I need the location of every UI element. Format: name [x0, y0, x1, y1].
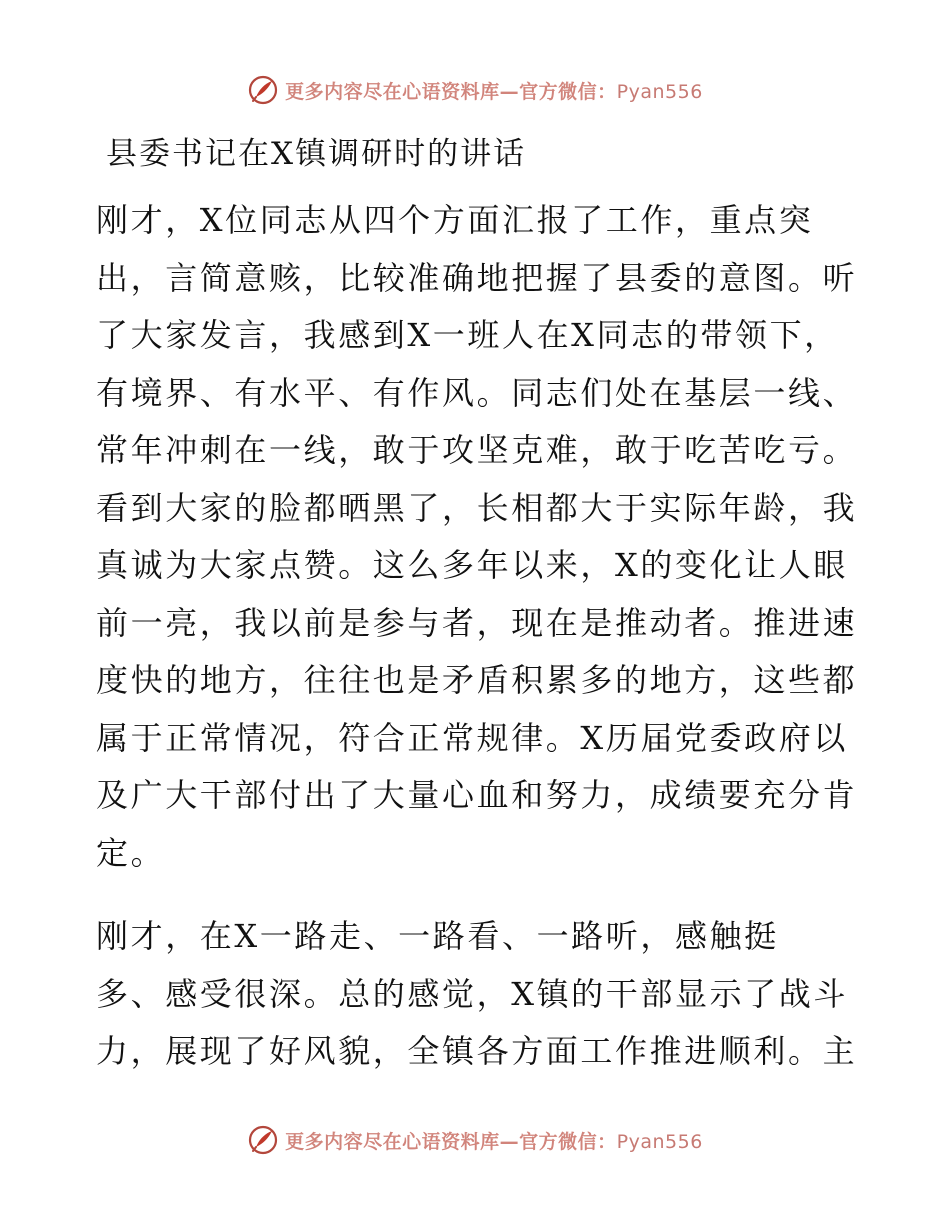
paragraph-line: 度快的地方，往往也是矛盾积累多的地方，这些都 [96, 661, 858, 699]
header-banner-content [247, 74, 703, 106]
footer-banner-label: 更多内容尽在心语资料库—官方微信： [285, 1130, 617, 1153]
paragraph-line: 力，展现了好风貌，全镇各方面工作推进顺利。主 [96, 1032, 858, 1070]
footer-banner-content [247, 1124, 703, 1156]
paragraph-line: 了大家发言，我感到X一班人在X同志的带领下， [96, 316, 839, 354]
quill-logo-icon [247, 1124, 279, 1156]
paragraph-1 [96, 192, 856, 882]
paragraph-line: 看到大家的脸都晒黑了，长相都大于实际年龄，我 [96, 488, 858, 527]
paragraph-line: 前一亮，我以前是参与者，现在是推动者。推进速 [96, 603, 858, 642]
footer-banner-text [285, 1127, 703, 1154]
footer-banner [0, 1120, 950, 1160]
paragraph-line: 真诚为大家点赞。这么多年以来，X的变化让人眼 [96, 546, 848, 584]
paragraph-2 [96, 908, 856, 1081]
header-banner-label: 更多内容尽在心语资料库—官方微信： [285, 80, 617, 103]
paragraph-line: 定。 [96, 833, 166, 872]
header-banner [0, 70, 950, 110]
paragraph-line: 刚才，X位同志从四个方面汇报了工作，重点突 [96, 201, 814, 239]
paragraph-line: 常年冲刺在一线，敢于攻坚克难，敢于吃苦吃亏。 [96, 431, 858, 469]
quill-logo-icon [247, 74, 279, 106]
footer-banner-wechat: Pyan556 [616, 1130, 703, 1153]
paragraph-line: 刚才，在X一路走、一路看、一路听，感触挺 [96, 917, 779, 955]
paragraph-line: 出，言简意赅，比较准确地把握了县委的意图。听 [96, 258, 858, 297]
paragraph-line: 属于正常情况，符合正常规律。X历届党委政府以 [96, 718, 848, 757]
paragraph-line: 多、感受很深。总的感觉，X镇的干部显示了战斗 [96, 974, 848, 1013]
header-banner-wechat: Pyan556 [616, 80, 703, 103]
header-banner-text [285, 77, 703, 104]
document-title: 县委书记在X镇调研时的讲话 [106, 136, 527, 172]
paragraph-line: 有境界、有水平、有作风。同志们处在基层一线、 [96, 373, 858, 412]
paragraph-line: 及广大干部付出了大量心血和努力，成绩要充分肯 [96, 776, 858, 814]
